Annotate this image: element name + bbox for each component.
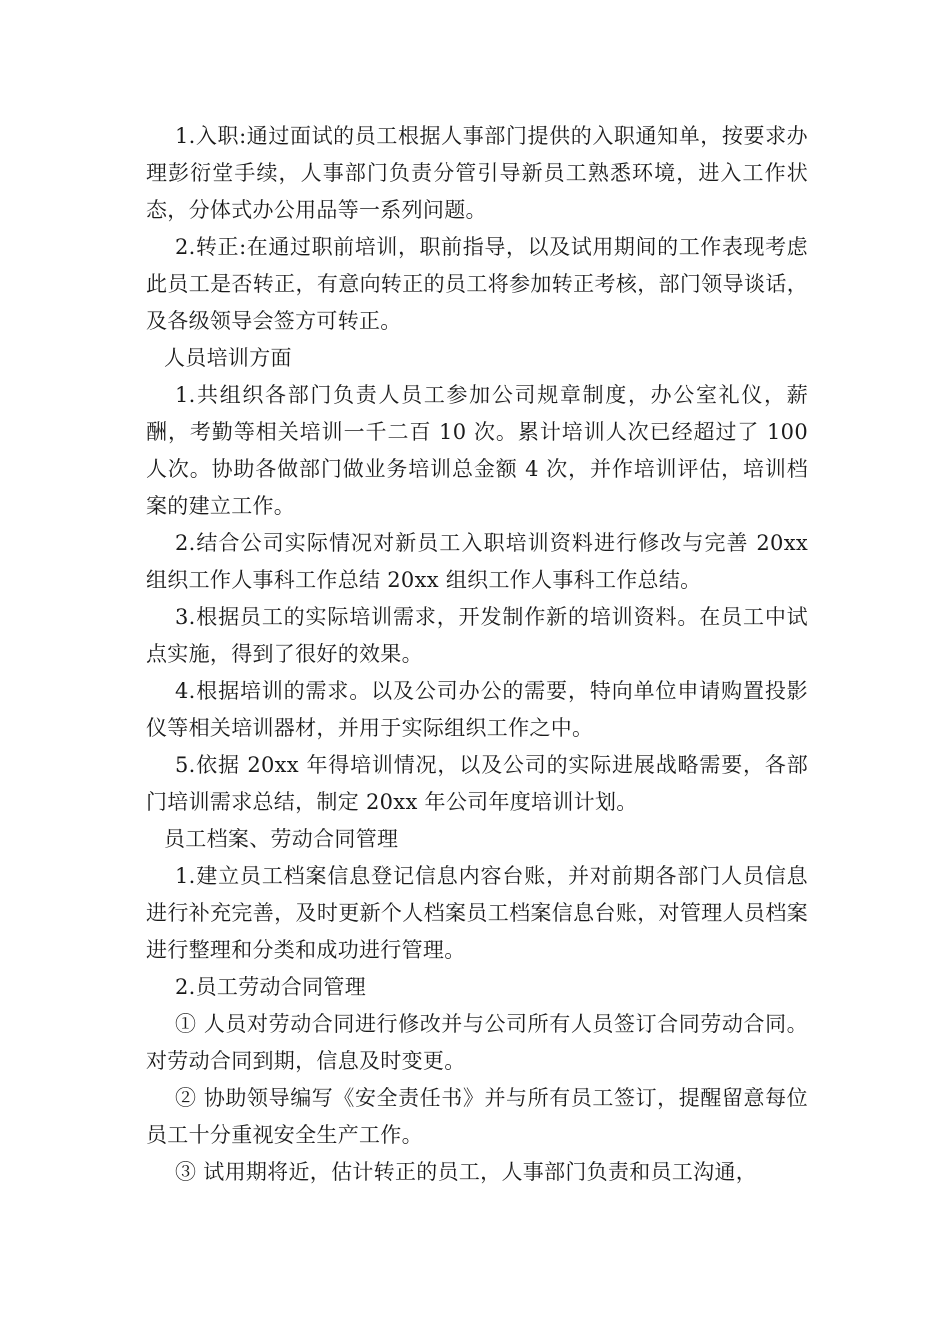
paragraph-training-1: 1.共组织各部门负责人员工参加公司规章制度，办公室礼仪，薪酬，考勤等相关培训一千二百 10 次。累计培训人次已经超过了 100 人次。协助各做部门做业务培训总金额 4 次，并作培训评估，培训档案的建立工作。 <box>146 383 808 518</box>
paragraph-archives-1: 1.建立员工档案信息登记信息内容台账，并对前期各部门人员信息进行补充完善，及时更新个人档案员工档案信息台账，对管理人员档案进行整理和分类和成功进行管理。 <box>146 864 808 962</box>
paragraph-contract-item-3: ③ 试用期将近，估计转正的员工，人事部门负责和员工沟通， <box>175 1160 758 1184</box>
paragraph-training-3: 3.根据员工的实际培训需求，开发制作新的培训资料。在员工中试点实施，得到了很好的效果。 <box>146 605 808 666</box>
document-body <box>146 118 808 1191</box>
paragraph-contract-item-2: ② 协助领导编写《安全责任书》并与所有员工签订，提醒留意每位员工十分重视安全生产工作。 <box>146 1086 808 1147</box>
paragraph-archives-2: 2.员工劳动合同管理 <box>175 975 367 999</box>
paragraph-onboarding: 1.入职:通过面试的员工根据人事部门提供的入职通知单，按要求办理彭衍堂手续，人事部门负责分管引导新员工熟悉环境，进入工作状态，分体式办公用品等一系列问题。 <box>146 124 808 222</box>
paragraph-training-2: 2.结合公司实际情况对新员工入职培训资料进行修改与完善 20xx 组织工作人事科工作总结 20xx 组织工作人事科工作总结。 <box>146 531 808 592</box>
paragraph-regularization: 2.转正:在通过职前培训，职前指导，以及试用期间的工作表现考虑此员工是否转正，有意向转正的员工将参加转正考核，部门领导谈话，及各级领导会签方可转正。 <box>146 235 808 333</box>
section-heading-training: 人员培训方面 <box>164 346 292 370</box>
section-heading-archives: 员工档案、劳动合同管理 <box>164 827 399 851</box>
paragraph-training-4: 4.根据培训的需求。以及公司办公的需要，特向单位申请购置投影仪等相关培训器材，并用于实际组织工作之中。 <box>146 679 808 740</box>
paragraph-training-5: 5.依据 20xx 年得培训情况，以及公司的实际进展战略需要，各部门培训需求总结，制定 20xx 年公司年度培训计划。 <box>146 753 808 814</box>
paragraph-contract-item-1: ① 人员对劳动合同进行修改并与公司所有人员签订合同劳动合同。对劳动合同到期，信息及时变更。 <box>146 1012 808 1073</box>
